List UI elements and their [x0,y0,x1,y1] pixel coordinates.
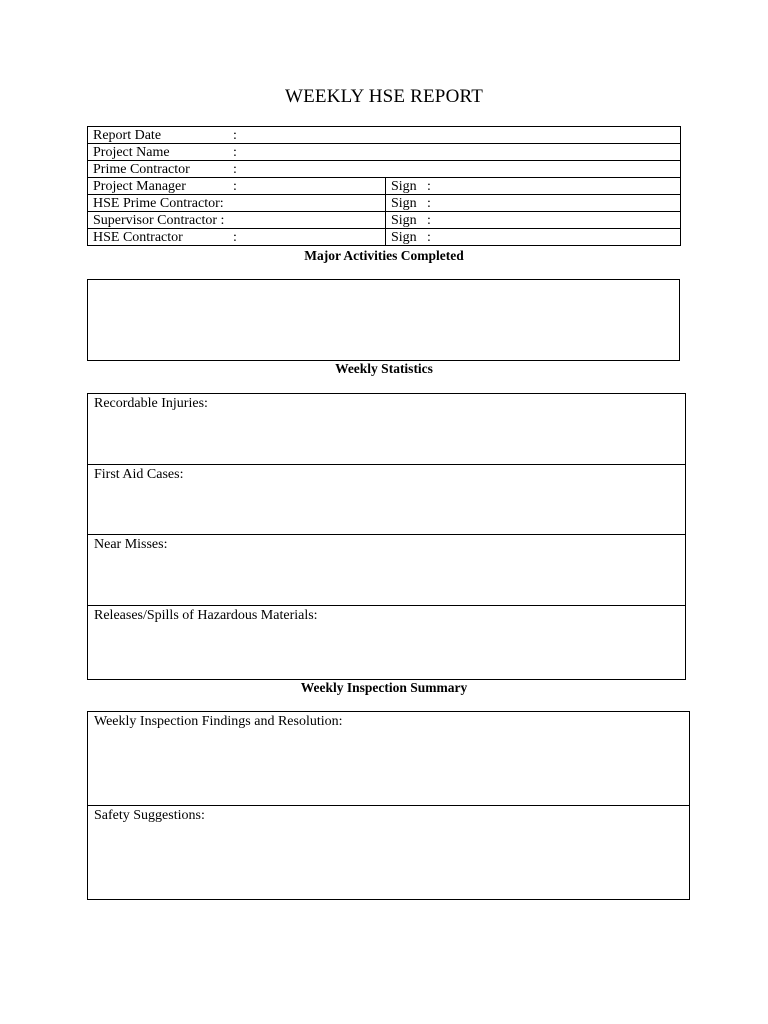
inspection-summary-box [87,711,690,900]
inspection-findings-label: Weekly Inspection Findings and Resolution: [94,714,343,729]
project-manager-sign-colon: : [427,178,431,194]
hazardous-releases-label: Releases/Spills of Hazardous Materials: [94,608,318,623]
major-activities-box[interactable] [87,279,680,361]
project-manager-field[interactable] [88,178,386,195]
hse-contractor-sign-field[interactable] [386,229,681,246]
prime-contractor-colon: : [233,161,237,177]
report-date-field[interactable] [88,127,681,144]
info-row-project-name [88,144,681,161]
supervisor-contractor-sign-label: Sign [391,212,417,228]
project-manager-sign-label: Sign [391,178,417,194]
hse-contractor-field[interactable] [88,229,386,246]
hse-contractor-sign-colon: : [427,229,431,245]
recordable-injuries-label: Recordable Injuries: [94,396,208,411]
hse-contractor-sign-label: Sign [391,229,417,245]
supervisor-contractor-sign-colon: : [427,212,431,228]
hazardous-releases-field[interactable] [88,606,685,679]
project-name-field[interactable] [88,144,681,161]
project-manager-colon: : [233,178,237,194]
info-row-project-manager [88,178,681,195]
near-misses-field[interactable] [88,535,685,606]
recordable-injuries-field[interactable] [88,394,685,465]
inspection-summary-heading: Weekly Inspection Summary [300,680,468,695]
first-aid-cases-label: First Aid Cases: [94,467,184,482]
project-name-colon: : [233,144,237,160]
hse-prime-contractor-label: HSE Prime Contractor: [93,195,224,211]
report-info-table [87,126,681,246]
first-aid-cases-field[interactable] [88,465,685,535]
weekly-statistics-heading: Weekly Statistics [335,361,433,376]
hse-prime-contractor-sign-label: Sign [391,195,417,211]
supervisor-contractor-sign-field[interactable] [386,212,681,229]
supervisor-contractor-field[interactable] [88,212,386,229]
info-row-prime-contractor [88,161,681,178]
hse-contractor-colon: : [233,229,237,245]
report-title: WEEKLY HSE REPORT [284,86,484,107]
prime-contractor-field[interactable] [88,161,681,178]
hse-prime-contractor-sign-field[interactable] [386,195,681,212]
inspection-findings-field[interactable] [88,712,689,806]
project-manager-label: Project Manager [93,178,186,194]
prime-contractor-label: Prime Contractor [93,161,190,177]
info-row-hse-prime-contractor [88,195,681,212]
supervisor-contractor-label: Supervisor Contractor : [93,212,225,228]
near-misses-label: Near Misses: [94,537,168,552]
report-date-colon: : [233,127,237,143]
weekly-statistics-box [87,393,686,680]
report-date-label: Report Date [93,127,162,143]
project-name-label: Project Name [93,144,170,160]
project-manager-sign-field[interactable] [386,178,681,195]
hse-contractor-label: HSE Contractor [93,229,183,245]
info-row-report-date [88,127,681,144]
info-row-supervisor-contractor [88,212,681,229]
hse-prime-contractor-sign-colon: : [427,195,431,211]
major-activities-heading: Major Activities Completed [304,248,464,263]
safety-suggestions-field[interactable] [88,806,689,899]
hse-prime-contractor-field[interactable] [88,195,386,212]
safety-suggestions-label: Safety Suggestions: [94,808,205,823]
info-row-hse-contractor [88,229,681,246]
